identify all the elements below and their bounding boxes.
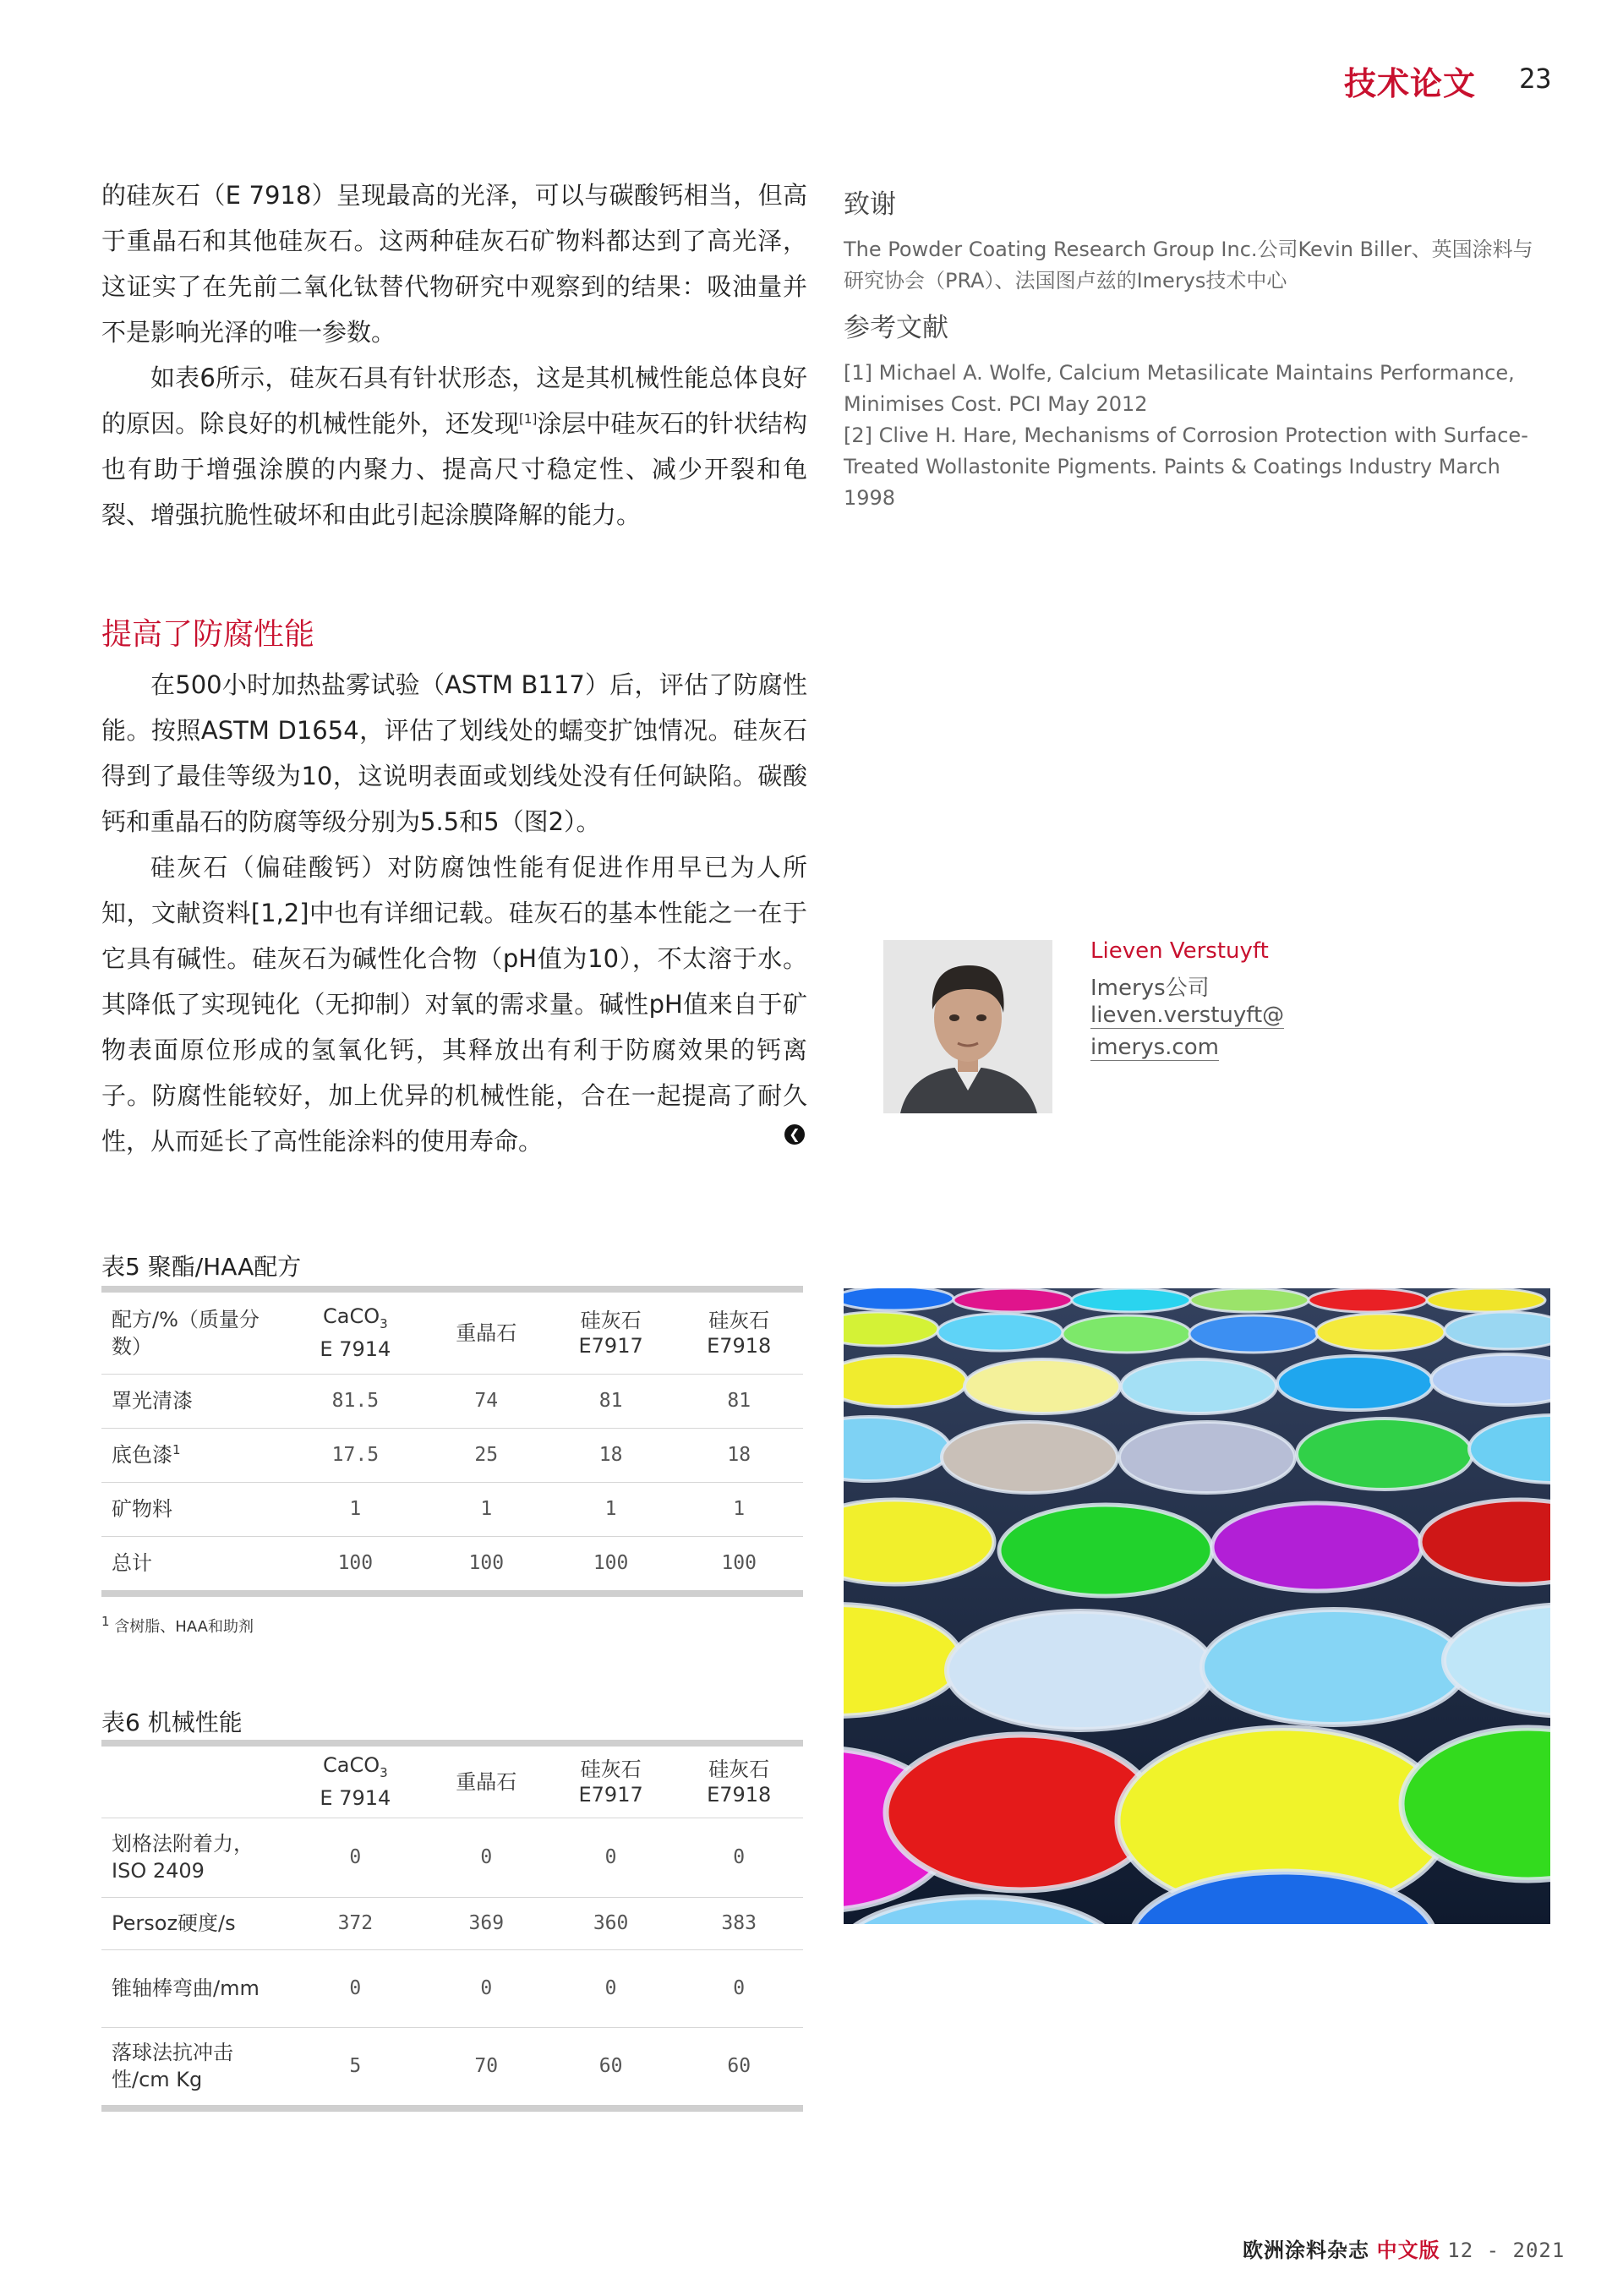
table-row: 底色漆$^1$ 17.5 25 18 18 [101,1428,803,1482]
table5-footnote: $^1$ 含树脂、HAA和助剂 [101,1614,254,1636]
table-header-cell: 硅灰石 E7917 [547,1293,675,1374]
table-row: Persoz硬度/s 372 369 360 383 [101,1897,803,1949]
table5-title: 表5 聚酯/HAA配方 [101,1253,302,1281]
issue-label: 12 - 2021 [1447,2239,1566,2262]
table6-title: 表6 机械性能 [101,1708,243,1736]
body-upper [101,172,807,538]
table-row: 总计 100 100 100 100 [112,1551,757,1576]
table-row: 划格法附着力，ISO 2409 0 0 0 0 [101,1818,803,1897]
author-name: Lieven Verstuyft [1090,938,1269,964]
page-footer [1243,2233,1565,2263]
table-rule [101,2105,803,2112]
acknowledgement-text: The Powder Coating Research Group Inc.公司Kevin Biller、英国涂料与研究协会（PRA）、法国图卢兹的Imerys技术中心 [844,238,1533,292]
table-header-cell: CaCO$_3$ E 7914 [285,1747,426,1818]
table-row: 落球法抗冲击性/cm Kg 5 70 60 60 [112,2041,751,2092]
body-paragraph: 硅灰石（偏硅酸钙）对防腐蚀性能有促进作用早已为人所知，文献资料[1,2]中也有详细记载。硅灰石的基本性能之一在于它具有碱性。硅灰石为碱性化合物（pH值为10），不太溶于水。其降低了实现钝化（无抑制）对氧的需求量。碱性pH值来自于矿物表面原位形成的氢氧化钙，其释放出有利于防腐效果的钙离子。防腐性能较好，加上优异的机械性能，合在一起提高了耐久性，从而延长了高性能涂料的使用寿命。 [101,853,807,1156]
paint-cans-image [844,1288,1550,1924]
edition-label: 中文版 [1376,2239,1440,2262]
table5 [101,1286,803,1597]
body-paragraph: 在500小时加热盐雾试验（ASTM B117）后，评估了防腐性能。按照ASTM D1654，评估了划线处的蠕变扩蚀情况。硅灰石得到了最佳等级为10，这说明表面或划线处没有任何缺陷。碳酸钙和重晶石的防腐等级分别为5.5和5（图2）。 [101,670,807,836]
body-paragraph: 的硅灰石（E 7918）呈现最高的光泽，可以与碳酸钙相当，但高于重晶石和其他硅灰石。这两种硅灰石矿物料都达到了高光泽，这证实了在先前二氧化钛替代物研究中观察到的结果：吸油量并不是影响光泽的唯一参数。 [101,181,807,347]
reference-item: [1] Michael A. Wolfe, Calcium Metasilicate Maintains Performance, Minimises Cost. PCI May 2012 [844,361,1515,416]
page-number: 23 [1519,63,1552,95]
references-title: 参考文献 [844,313,948,343]
table6 [101,1740,803,2112]
table-header-cell: 重晶石 [426,1293,547,1374]
acknowledgement [844,183,1545,297]
section-label: 技术论文 [1344,65,1477,102]
table-header-label [101,1747,285,1818]
table-header-cell: 重晶石 [426,1747,547,1818]
author-email-domain[interactable]: imerys.com [1090,1035,1219,1060]
references [844,306,1545,514]
author-company: Imerys公司 [1090,976,1210,1001]
body-lower [101,662,807,1164]
table-header-label: 配方/%（质量分数） [101,1293,285,1374]
table-header-cell: 硅灰石 E7918 [675,1747,803,1818]
acknowledgement-title: 致谢 [844,189,896,220]
table-rule [101,1740,803,1747]
article-end-icon: ❮ [784,1124,805,1145]
magazine-name: 欧洲涂料杂志 [1243,2239,1369,2262]
table-header-cell: 硅灰石 E7917 [547,1747,675,1818]
section-title: 提高了防腐性能 [101,617,315,652]
body-paragraph: 如表6所示，硅灰石具有针状形态，这是其机械性能总体良好的原因。除良好的机械性能外，还发现[1]涂层中硅灰石的针状结构也有助于增强涂膜的内聚力、提高尺寸稳定性、减少开裂和龟裂、增强抗脆性破坏和由此引起涂膜降解的能力。 [101,364,807,529]
author-email[interactable]: lieven.verstuyft@ [1090,1003,1285,1028]
reference-item: [2] Clive H. Hare, Mechanisms of Corrosion Protection with Surface-Treated Wollastonite Pigments. Paints & Coatings Industry March 1998 [844,424,1528,510]
citation-ref: [1] [519,411,538,427]
table-row: 锥轴棒弯曲/mm 0 0 0 0 [101,1949,803,2027]
table-rule [101,1286,803,1293]
table-rule [101,1590,803,1597]
table-header-cell: 硅灰石 E7918 [675,1293,803,1374]
table-row: 罩光清漆 81.5 74 81 81 [101,1374,803,1428]
table-row: 矿物料 1 1 1 1 [101,1482,803,1536]
table-header-cell: CaCO$_3$ E 7914 [285,1293,426,1374]
author-photo [883,940,1052,1113]
